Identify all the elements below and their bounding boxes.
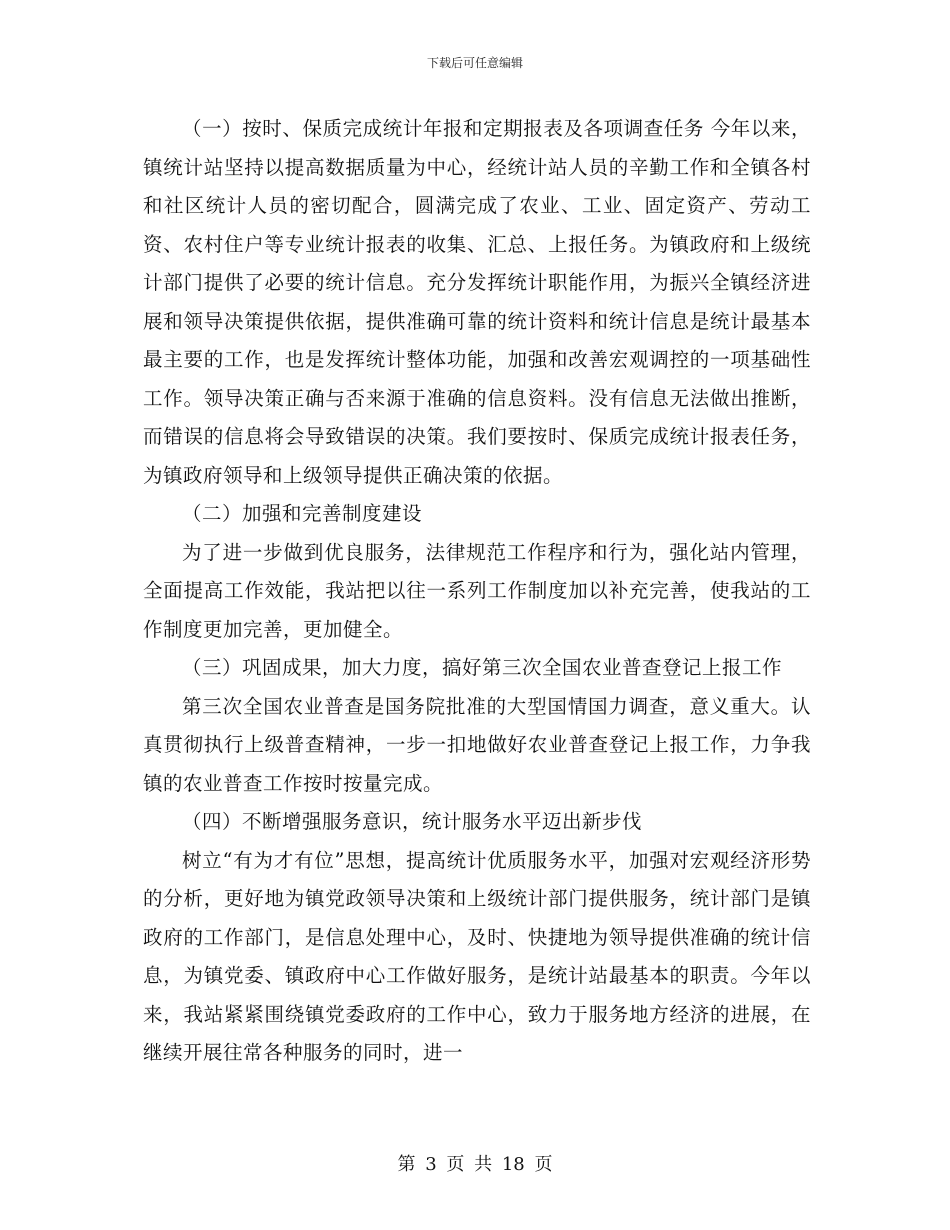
document-body <box>143 110 811 1073</box>
page-number-footer: 第 3 页 共 18 页 <box>397 1154 553 1175</box>
paragraph-section-2: 为了进一步做到优良服务，法律规范工作程序和行为，强化站内管理，全面提高工作效能，我站把以往一系列工作制度加以补充完善，使我站的工作制度更加完善，更加健全。 <box>143 540 811 641</box>
paragraph-section-1: （一）按时、保质完成统计年报和定期报表及各项调查任务 今年以来，镇统计站坚持以提高数据质量为中心，经统计站人员的辛勤工作和全镇各村和社区统计人员的密切配合，圆满完成了农业、工业、固定资产、劳动工资、农村住户等专业统计报表的收集、汇总、上报任务。为镇政府和上级统计部门提供了必要的统计信息。充分发挥统计职能作用，为振兴全镇经济进展和领导决策提供依据，提供准确可靠的统计资料和统计信息是统计最基本最主要的工作，也是发挥统计整体功能，加强和改善宏观调控的一项基础性工作。领导决策正确与否来源于准确的信息资料。没有信息无法做出推断，而错误的信息将会导致错误的决策。我们要按时、保质完成统计报表任务，为镇政府领导和上级领导提供正确决策的依据。 <box>143 117 811 487</box>
heading-section-4: （四）不断增强服务意识，统计服务水平迈出新步伐 <box>182 810 643 833</box>
page-header: 下载后可任意编辑 <box>426 56 523 70</box>
heading-section-2: （二）加强和完善制度建设 <box>182 502 423 525</box>
heading-section-3: （三）巩固成果，加大力度，搞好第三次全国农业普查登记上报工作 <box>182 656 783 679</box>
paragraph-section-3: 第三次全国农业普查是国务院批准的大型国情国力调查，意义重大。认真贯彻执行上级普查精神，一步一扣地做好农业普查登记上报工作，力争我镇的农业普查工作按时按量完成。 <box>143 694 811 795</box>
paragraph-section-4: 树立“有为才有位”思想，提高统计优质服务水平，加强对宏观经济形势的分析，更好地为镇党政领导决策和上级统计部门提供服务，统计部门是镇政府的工作部门，是信息处理中心，及时、快捷地为领导提供准确的统计信息，为镇党委、镇政府中心工作做好服务，是统计站最基本的职责。今年以来，我站紧紧围绕镇党委政府的工作中心，致力于服务地方经济的进展，在继续开展往常各种服务的同时，进一 <box>143 848 811 1064</box>
